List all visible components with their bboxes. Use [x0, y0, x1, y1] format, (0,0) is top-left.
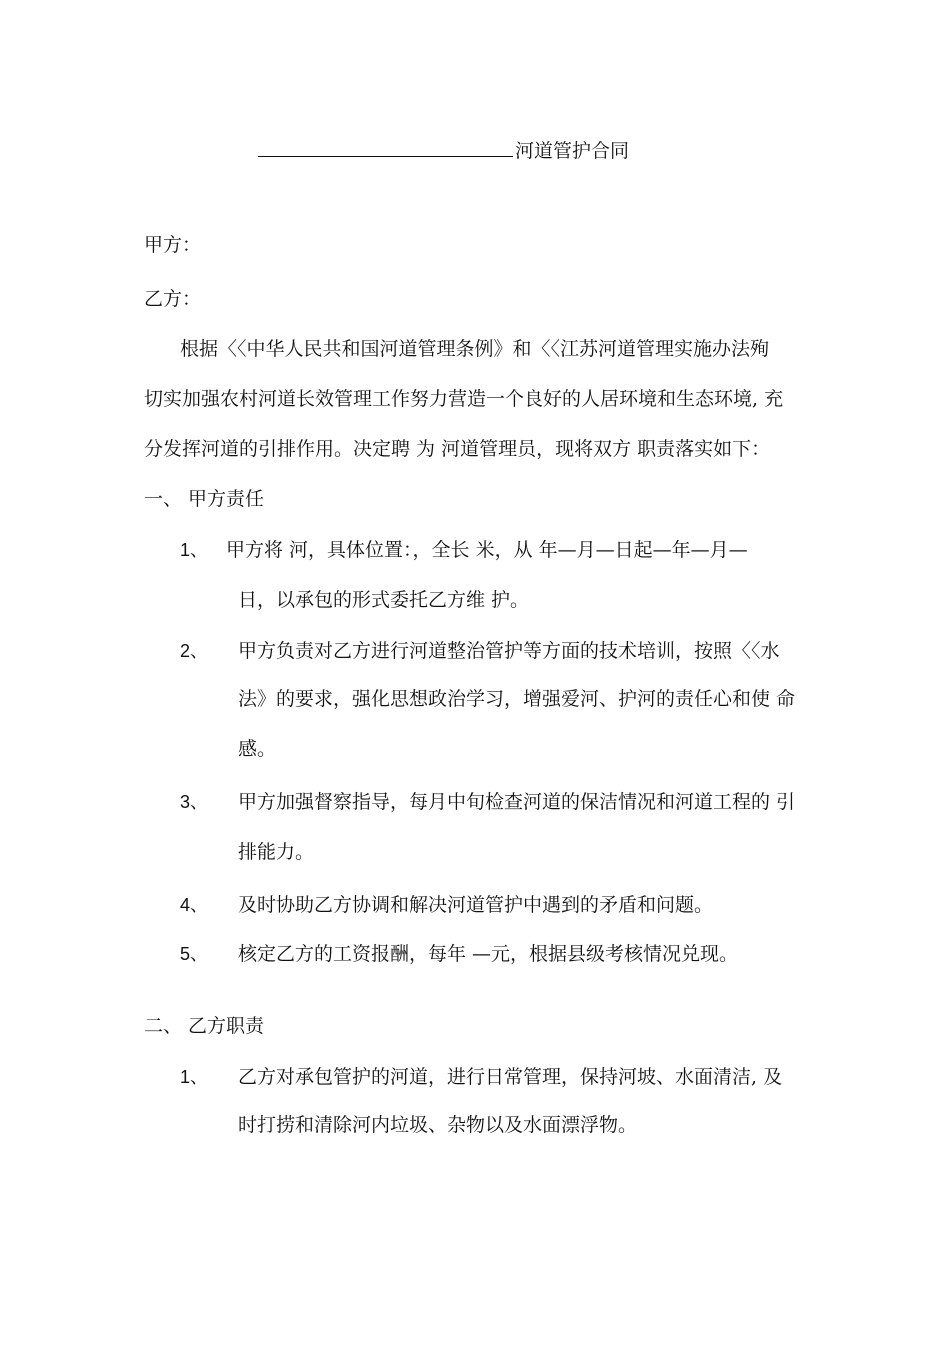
item-line: 甲方加强督察指导，每月中旬检查河道的保洁情况和河道工程的 引: [238, 791, 796, 813]
item-line: 及时协助乙方协调和解决河道管护中遇到的矛盾和问题。: [238, 894, 714, 916]
item-line: 乙方对承包管护的河道，进行日常管理，保持河坡、水面清洁, 及: [238, 1066, 783, 1088]
party-b-label: 乙方：: [144, 288, 202, 310]
item-line: 感。: [238, 738, 277, 760]
intro-line-1: 根据〈〈中华人民共和国河道管理条例》和〈〈江苏河道管理实施办法殉: [180, 338, 770, 360]
item-number: 3、: [180, 792, 209, 812]
section-2-heading: 二、 乙方职责: [144, 1015, 265, 1037]
item-number: 1、: [180, 1067, 209, 1087]
title-text: 河道管护合同: [515, 140, 630, 162]
item-line: 法》的要求，强化思想政治学习，增强爱河、护河的责任心和使 命: [238, 688, 796, 710]
item-number: 2、: [180, 641, 209, 661]
item-line: 时打捞和清除河内垃圾、杂物以及水面漂浮物。: [238, 1114, 638, 1136]
item-number: 5、: [180, 944, 209, 964]
item-line: 甲方负责对乙方进行河道整治管护等方面的技术培训，按照〈〈水: [238, 640, 780, 662]
item-number: 1、: [180, 540, 209, 560]
item-number: 4、: [180, 895, 209, 915]
section-1-heading: 一、 甲方责任: [144, 488, 265, 510]
item-line: 排能力。: [238, 841, 315, 863]
contract-title: [258, 138, 629, 164]
item-line: 甲方将 河，具体位置：，全长 米，从 年—月—日起—年—月—: [226, 539, 748, 561]
party-a-label: 甲方：: [144, 234, 202, 256]
intro-line-3: 分发挥河道的引排作用。决定聘 为 河道管理员，现将双方 职责落实如下：: [144, 438, 771, 460]
item-line: 核定乙方的工资报酬，每年 —元，根据县级考核情况兑现。: [238, 943, 739, 965]
intro-line-2: 切实加强农村河道长效管理工作努力营造一个良好的人居环境和生态环境, 充: [144, 388, 784, 410]
item-line: 日，以承包的形式委托乙方维 护。: [238, 589, 530, 611]
title-blank-line: [258, 138, 513, 157]
